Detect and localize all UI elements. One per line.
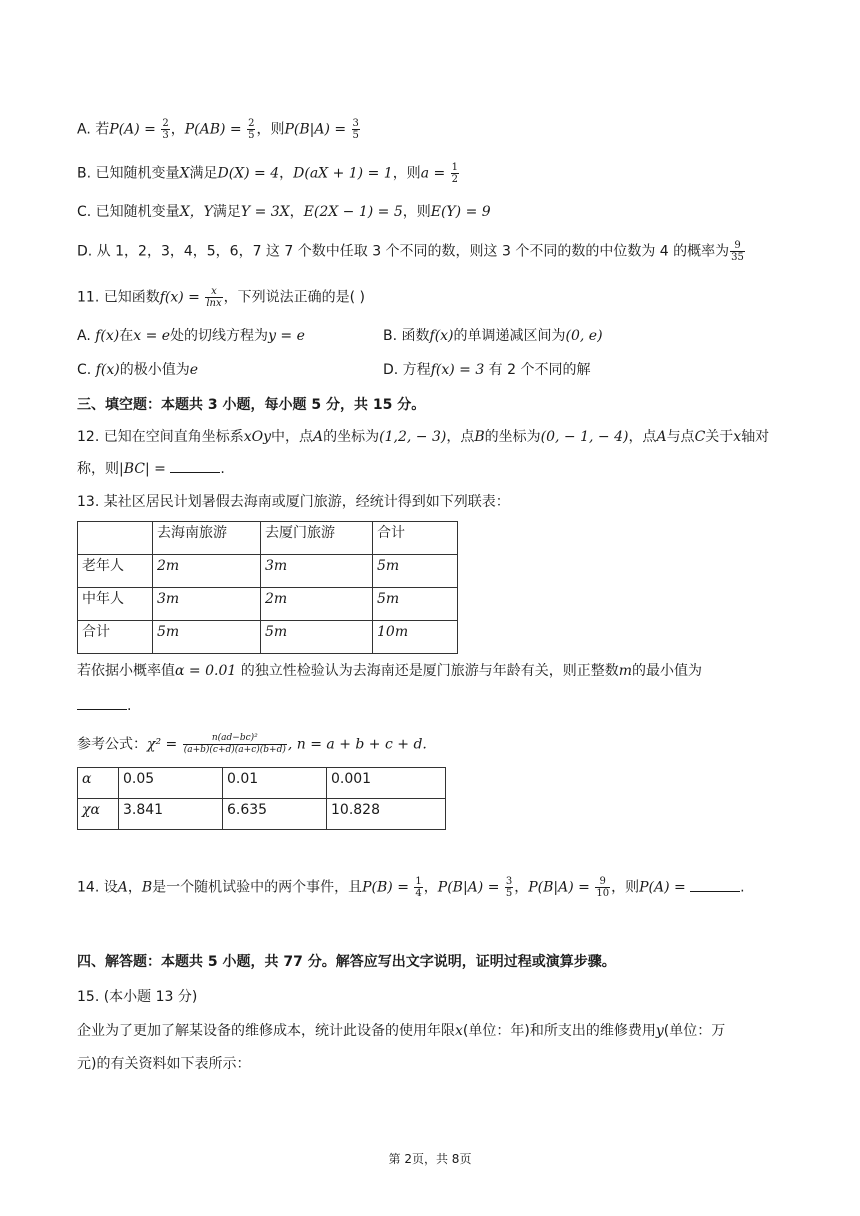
q13-formula: 参考公式：χ² = $\frac{\text{n(ad−bc)²}}{(a+b)(c+d)(a+c)(b+d)}$ , n = a + b + c + d. [77,733,427,755]
q15-heading: 15. (本小题 13 分) [77,989,198,1005]
q13-condition: 若依据小概率值α = 0.01 的独立性检验认为去海南还是厦门旅游与年龄有关，则正整数m的最小值为 [77,663,702,679]
q13-stem: 13. 某社区居民计划暑假去海南或厦门旅游，经统计得到如下列联表： [77,494,510,510]
table-cell: 中年人 [78,588,153,621]
table-cell: 合计 [78,621,153,654]
table-cell: α [78,768,119,799]
q11-stem: 11. 已知函数f(x) = $\frac{x}{\ln x}$ ，下列说法正确的是( ) [77,286,366,309]
q14-stem: 14. 设A，B是一个随机试验中的两个事件，且P(B) = $\frac{1}{4}$ ，P(B|A) = $\frac{3}{5}$ ，P(B|A) = $\frac{9}{10}$ ，则P(A) = . [77,876,745,899]
table-cell: 6.635 [223,799,327,830]
table-row [78,555,458,588]
table-cell: 3.841 [119,799,223,830]
q10-option-c: C. 已知随机变量X，Y满足Y = 3X，E(2X − 1) = 5，则E(Y) = 9 [77,204,491,220]
q11-option-a: A. f(x)在x = e处的切线方程为y = e [77,328,305,344]
table-cell: 去海南旅游 [153,522,261,555]
table-cell: 2m [261,588,373,621]
table-cell: 0.001 [327,768,446,799]
table-row [78,588,458,621]
q12-line-1: 12. 已知在空间直角坐标系xOy中，点A的坐标为(1,2, − 3)，点B的坐标为(0, − 1, − 4)，点A与点C关于x轴对 [77,429,770,445]
q15-line-1: 企业为了更加了解某设备的维修成本，统计此设备的使用年限x(单位：年)和所支出的维修费用y(单位：万 [77,1023,726,1039]
table-cell: 5m [373,555,458,588]
table-cell: 2m [153,555,261,588]
q10-option-a: A. 若P(A) = $\frac{2}{3}$ ，P(AB) = $\frac{2}{5}$ ，则P(B|A) = $\frac{3}{5}$ [77,118,359,141]
page-footer: 第 2页，共 8页 [388,1152,472,1166]
q10-option-d: D. 从 1，2，3，4，5，6，7 这 7 个数中任取 3 个不同的数，则这 3 个不同的数的中位数为 4 的概率为 $\frac{9}{35}$ [77,240,744,263]
answer-blank [170,458,220,473]
table-cell: 去厦门旅游 [261,522,373,555]
table-header-row [78,522,458,555]
table-cell: 5m [261,621,373,654]
table-row [78,621,458,654]
q10-option-b: B. 已知随机变量X满足D(X) = 4，D(aX + 1) = 1，则a = $\frac{1}{2}$ [77,162,459,185]
table-cell: 5m [153,621,261,654]
table-row [78,799,446,830]
table-cell: 3m [261,555,373,588]
table-cell: 3m [153,588,261,621]
reference-table [77,767,446,830]
table-cell: 0.01 [223,768,327,799]
q11-option-b: B. 函数f(x)的单调递减区间为(0, e) [383,328,603,344]
table-cell: 0.05 [119,768,223,799]
table-cell: χα [78,799,119,830]
contingency-table [77,521,458,654]
q15-line-2: 元)的有关资料如下表所示： [77,1056,251,1072]
answer-blank [690,877,740,892]
answer-blank [77,695,127,710]
table-cell: 5m [373,588,458,621]
table-cell [78,522,153,555]
table-cell: 合计 [373,522,458,555]
table-cell: 老年人 [78,555,153,588]
section-4-heading: 四、解答题：本题共 5 小题，共 77 分。解答应写出文字说明，证明过程或演算步骤。 [77,954,616,970]
section-3-heading: 三、填空题：本题共 3 小题，每小题 5 分，共 15 分。 [77,397,426,413]
q13-answer-line: . [77,695,131,717]
table-cell: 10m [373,621,458,654]
table-cell: 10.828 [327,799,446,830]
q11-option-d: D. 方程f(x) = 3 有 2 个不同的解 [383,362,591,378]
q11-option-c: C. f(x)的极小值为e [77,362,198,378]
table-row [78,768,446,799]
q12-line-2: 称，则|BC| = . [77,458,225,480]
